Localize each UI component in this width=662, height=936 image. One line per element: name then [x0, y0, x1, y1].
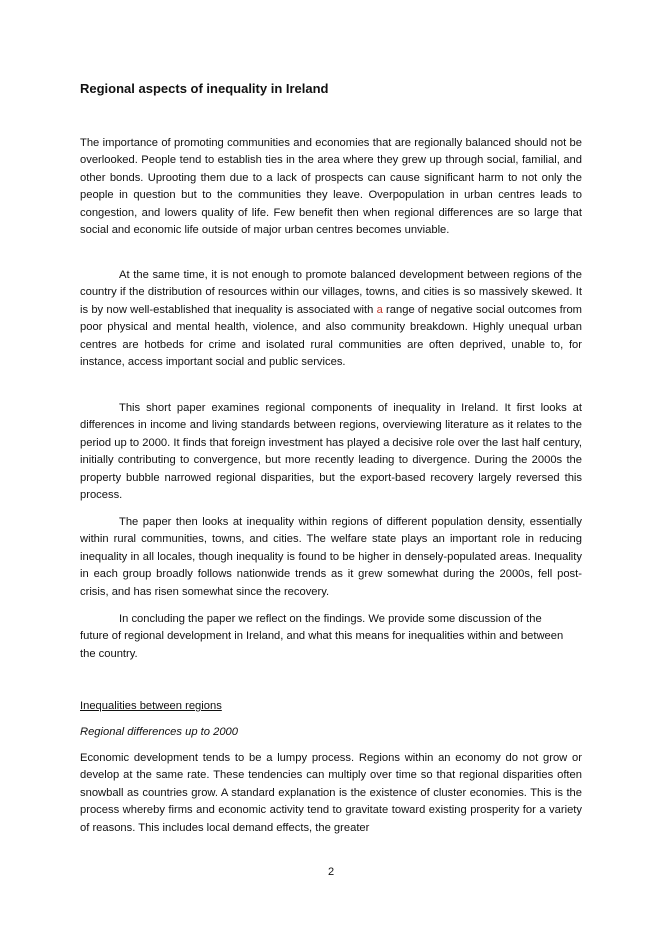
paragraph-conclusion: In concluding the paper we reflect on the findings. We provide some discussion of the future of regional development in Ireland, and what this means for inequalities within and between the country.	[80, 613, 564, 660]
subsection-heading: Regional differences up to 2000	[80, 726, 238, 738]
paragraph-text: range of negative social outcomes from poor physical and mental health, violence, and also community breakdown. Highly unequal urban centres are hotbeds for crime and isolated rural communities are often deprived, unable to, for instance, access important social and public services.	[80, 303, 582, 369]
document-title: Regional aspects of inequality in Ireland	[80, 81, 329, 96]
paragraph-balanced-development	[80, 267, 582, 371]
highlighted-word: a	[376, 303, 383, 316]
paragraph-intro: The importance of promoting communities and economies that are regionally balanced should not be overlooked. People tend to establish ties in the area where they grew up through social, familial, and other bonds. Uprooting them due to a lack of prospects can cause significant harm to not only the people in question but to the communities they leave. Overpopulation in urban centres leads to congestion, and lowers quality of life. Few benefit then when regional differences are so large that social and economic life outside of major urban centres becomes unviable.	[80, 137, 582, 237]
page-number: 2	[327, 866, 335, 878]
paragraph-within-regions: The paper then looks at inequality within regions of different population density, essentially within rural communities, towns, and cities. The welfare state plays an important role in reducing inequality in all locales, though inequality is found to be higher in densely-populated areas. Inequality in each group broadly follows nationwide trends as it grew somewhat during the 2000s, fell post-crisis, and has risen somewhat since the recovery.	[80, 516, 582, 598]
section-heading: Inequalities between regions	[80, 700, 222, 712]
paragraph-paper-overview: This short paper examines regional components of inequality in Ireland. It first looks at differences in income and living standards between regions, overviewing literature as it relates to the period up to 2000. It finds that foreign investment has played a decisive role over the last half century, initially contributing to convergence, but more recently leading to divergence. During the 2000s the property bubble narrowed regional disparities, but the export-based recovery largely reversed this process.	[80, 402, 582, 502]
paragraph-economic-development: Economic development tends to be a lumpy process. Regions within an economy do not grow or develop at the same rate. These tendencies can multiply over time so that regional disparities often snowball as countries grow. A standard explanation is the existence of cluster economies. This is the process whereby firms and economic activity tend to gravitate toward existing prosperity for a variety of reasons. This includes local demand effects, the greater	[80, 752, 582, 834]
paragraph-text: At the same time, it is not enough to promote balanced development between regions of the country if the distribution of resources within our villages, towns, and cities is so massively skewed. It is by now well-established that inequality is associated with	[80, 269, 582, 316]
